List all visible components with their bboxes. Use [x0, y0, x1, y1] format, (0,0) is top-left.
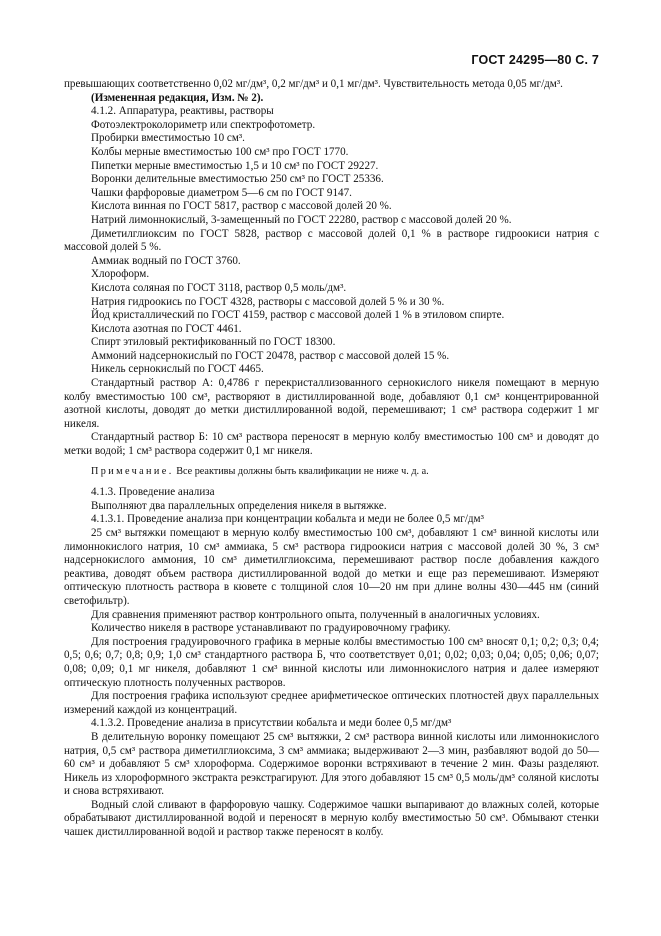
list-item: Спирт этиловый ректификованный по ГОСТ 18300.: [91, 336, 336, 349]
paragraph-standard-solution-b: Стандартный раствор Б: 10 см³ раствора переносят в мерную колбу вместимостью 100 см³ и доводят до метки водой; 1 см³ раствора содержит 0,1 мг никеля.: [64, 431, 599, 458]
list-item: Фотоэлектроколориметр или спектрофотометр.: [91, 118, 316, 131]
section-heading-4-1-3-2: 4.1.3.2. Проведение анализа в присутствии кобальта и меди более 0,5 мг/дм³: [91, 717, 452, 730]
list-item: Аммиак водный по ГОСТ 3760.: [91, 254, 241, 267]
amendment-note: (Измененная редакция, Изм. № 2).: [91, 91, 264, 104]
paragraph: В делительную воронку помещают 25 см³ вытяжки, 2 см³ раствора винной кислоты или лимоннокислого натрия, 0,5 см³ раствора диметилглиоксима, 3 см³ аммиака; выдерживают 2—3 мин, разбавляют водой до 50—60 см³ и добавляют 5 см³ хлороформа. Содержимое воронки встряхивают в течение 2 мин. Фазы разделяют. Никель из хлороформного экстракта реэкстрагируют. Для этого добавляют 15 см³ 0,5 моль/дм³ соляной кислоты и снова встряхивают.: [64, 730, 599, 798]
paragraph: Для построения градуировочного графика в мерные колбы вместимостью 100 см³ вносят 0,1; 0,2; 0,3; 0,4; 0,5; 0,6; 0,7; 0,8; 0,9; 1,0 см³ стандартного раствора Б, что соответствует 0,01; 0,02; 0,03; 0,04; 0,05; 0,06; 0,07; 0,08; 0,09; 0,1 мг никеля, добавляют 1 см³ винной кислоты или лимоннокислого натрия и далее измеряют оптическую плотность полученных растворов.: [64, 635, 599, 689]
section-heading-4-1-3: 4.1.3. Проведение анализа: [91, 486, 215, 499]
document-body: [64, 78, 599, 840]
list-item: Никель сернокислый по ГОСТ 4465.: [91, 363, 264, 376]
list-item: Натрий лимоннокислый, 3-замещенный по ГОСТ 22280, раствор с массовой долей 20 %.: [91, 213, 512, 226]
section-heading-4-1-2: 4.1.2. Аппаратура, реактивы, растворы: [91, 105, 274, 118]
list-item: Чашки фарфоровые диаметром 5—6 см по ГОСТ 9147.: [91, 186, 352, 199]
page-header: ГОСТ 24295—80 С. 7: [471, 53, 599, 67]
list-item: Пробирки вместимостью 10 см³.: [91, 132, 245, 145]
note-text: Все реактивы должны быть квалификации не ниже ч. д. а.: [173, 465, 429, 477]
paragraph-standard-solution-a: Стандартный раствор А: 0,4786 г перекристаллизованного сернокислого никеля помещают в мерную колбу вместимостью 100 см³, растворяют в дистиллированной воде, добавляют 0,1 см³ концентрированной азотной кислоты, доводят до метки дистиллированной водой, перемешивают; 1 см³ раствора содержит 1 мг никеля.: [64, 377, 599, 430]
note: [64, 465, 599, 479]
list-item: Кислота соляная по ГОСТ 3118, раствор 0,5 моль/дм³.: [91, 281, 347, 294]
paragraph: Количество никеля в растворе устанавливают по градуировочному графику.: [91, 622, 451, 635]
list-item: Кислота винная по ГОСТ 5817, раствор с массовой долей 20 %.: [91, 200, 392, 213]
section-heading-4-1-3-1: 4.1.3.1. Проведение анализа при концентрации кобальта и меди не более 0,5 мг/дм³: [91, 513, 484, 526]
paragraph: Водный слой сливают в фарфоровую чашку. Содержимое чашки выпаривают до влажных солей, которые обрабатывают дистиллированной водой и переносят в мерную колбу вместимостью 50 см³. Обмывают стенки чашек дистиллированной водой и раствор также переносят в колбу.: [64, 798, 599, 839]
list-item: Кислота азотная по ГОСТ 4461.: [91, 322, 242, 335]
list-item: Аммоний надсернокислый по ГОСТ 20478, раствор с массовой долей 15 %.: [91, 349, 450, 362]
list-item: Хлороформ.: [91, 268, 150, 281]
list-item: Йод кристаллический по ГОСТ 4159, раствор с массовой долей 1 % в этиловом спирте.: [91, 309, 505, 322]
paragraph: Выполняют два параллельных определения никеля в вытяжке.: [91, 499, 387, 512]
paragraph: Для сравнения применяют раствор контрольного опыта, полученный в аналогичных условиях.: [91, 608, 540, 621]
list-item: Колбы мерные вместимостью 100 см³ про ГОСТ 1770.: [91, 145, 349, 158]
list-item: Воронки делительные вместимостью 250 см³ по ГОСТ 25336.: [91, 173, 384, 186]
paragraph: Для построения графика используют среднее арифметическое оптических плотностей двух параллельных измерений каждой из концентраций.: [64, 690, 599, 716]
note-label: Примечание.: [91, 465, 174, 477]
list-item: Диметилглиоксим по ГОСТ 5828, раствор с массовой долей 0,1 % в растворе гидроокиси натрия с массовой долей 5 %.: [64, 227, 599, 254]
list-item: Пипетки мерные вместимостью 1,5 и 10 см³ по ГОСТ 29227.: [91, 159, 379, 172]
paragraph-continuation: превышающих соответственно 0,02 мг/дм³, 0,2 мг/дм³ и 0,1 мг/дм³. Чувствительность метода 0,05 мг/дм³.: [64, 78, 563, 90]
paragraph: 25 см³ вытяжки помещают в мерную колбу вместимостью 100 см³, добавляют 1 см³ винной кислоты или лимоннокислого натрия, 10 см³ аммиака, 5 см³ раствора гидроокиси натрия с массовой долей 30 %, 3 см³ надсернокислого аммония, 10 см³ диметилглиоксима, перемешивают раствор после добавления каждого реактива, доводят объем раствора дистиллированной водой до метки и еще раз перемешивают. Измеряют оптическую плотность раствора в кювете с толщиной слоя 10—20 нм при длине волны 430—445 нм (синий светофильтр).: [64, 527, 599, 607]
list-item: Натрия гидроокись по ГОСТ 4328, растворы с массовой долей 5 % и 30 %.: [91, 295, 445, 308]
